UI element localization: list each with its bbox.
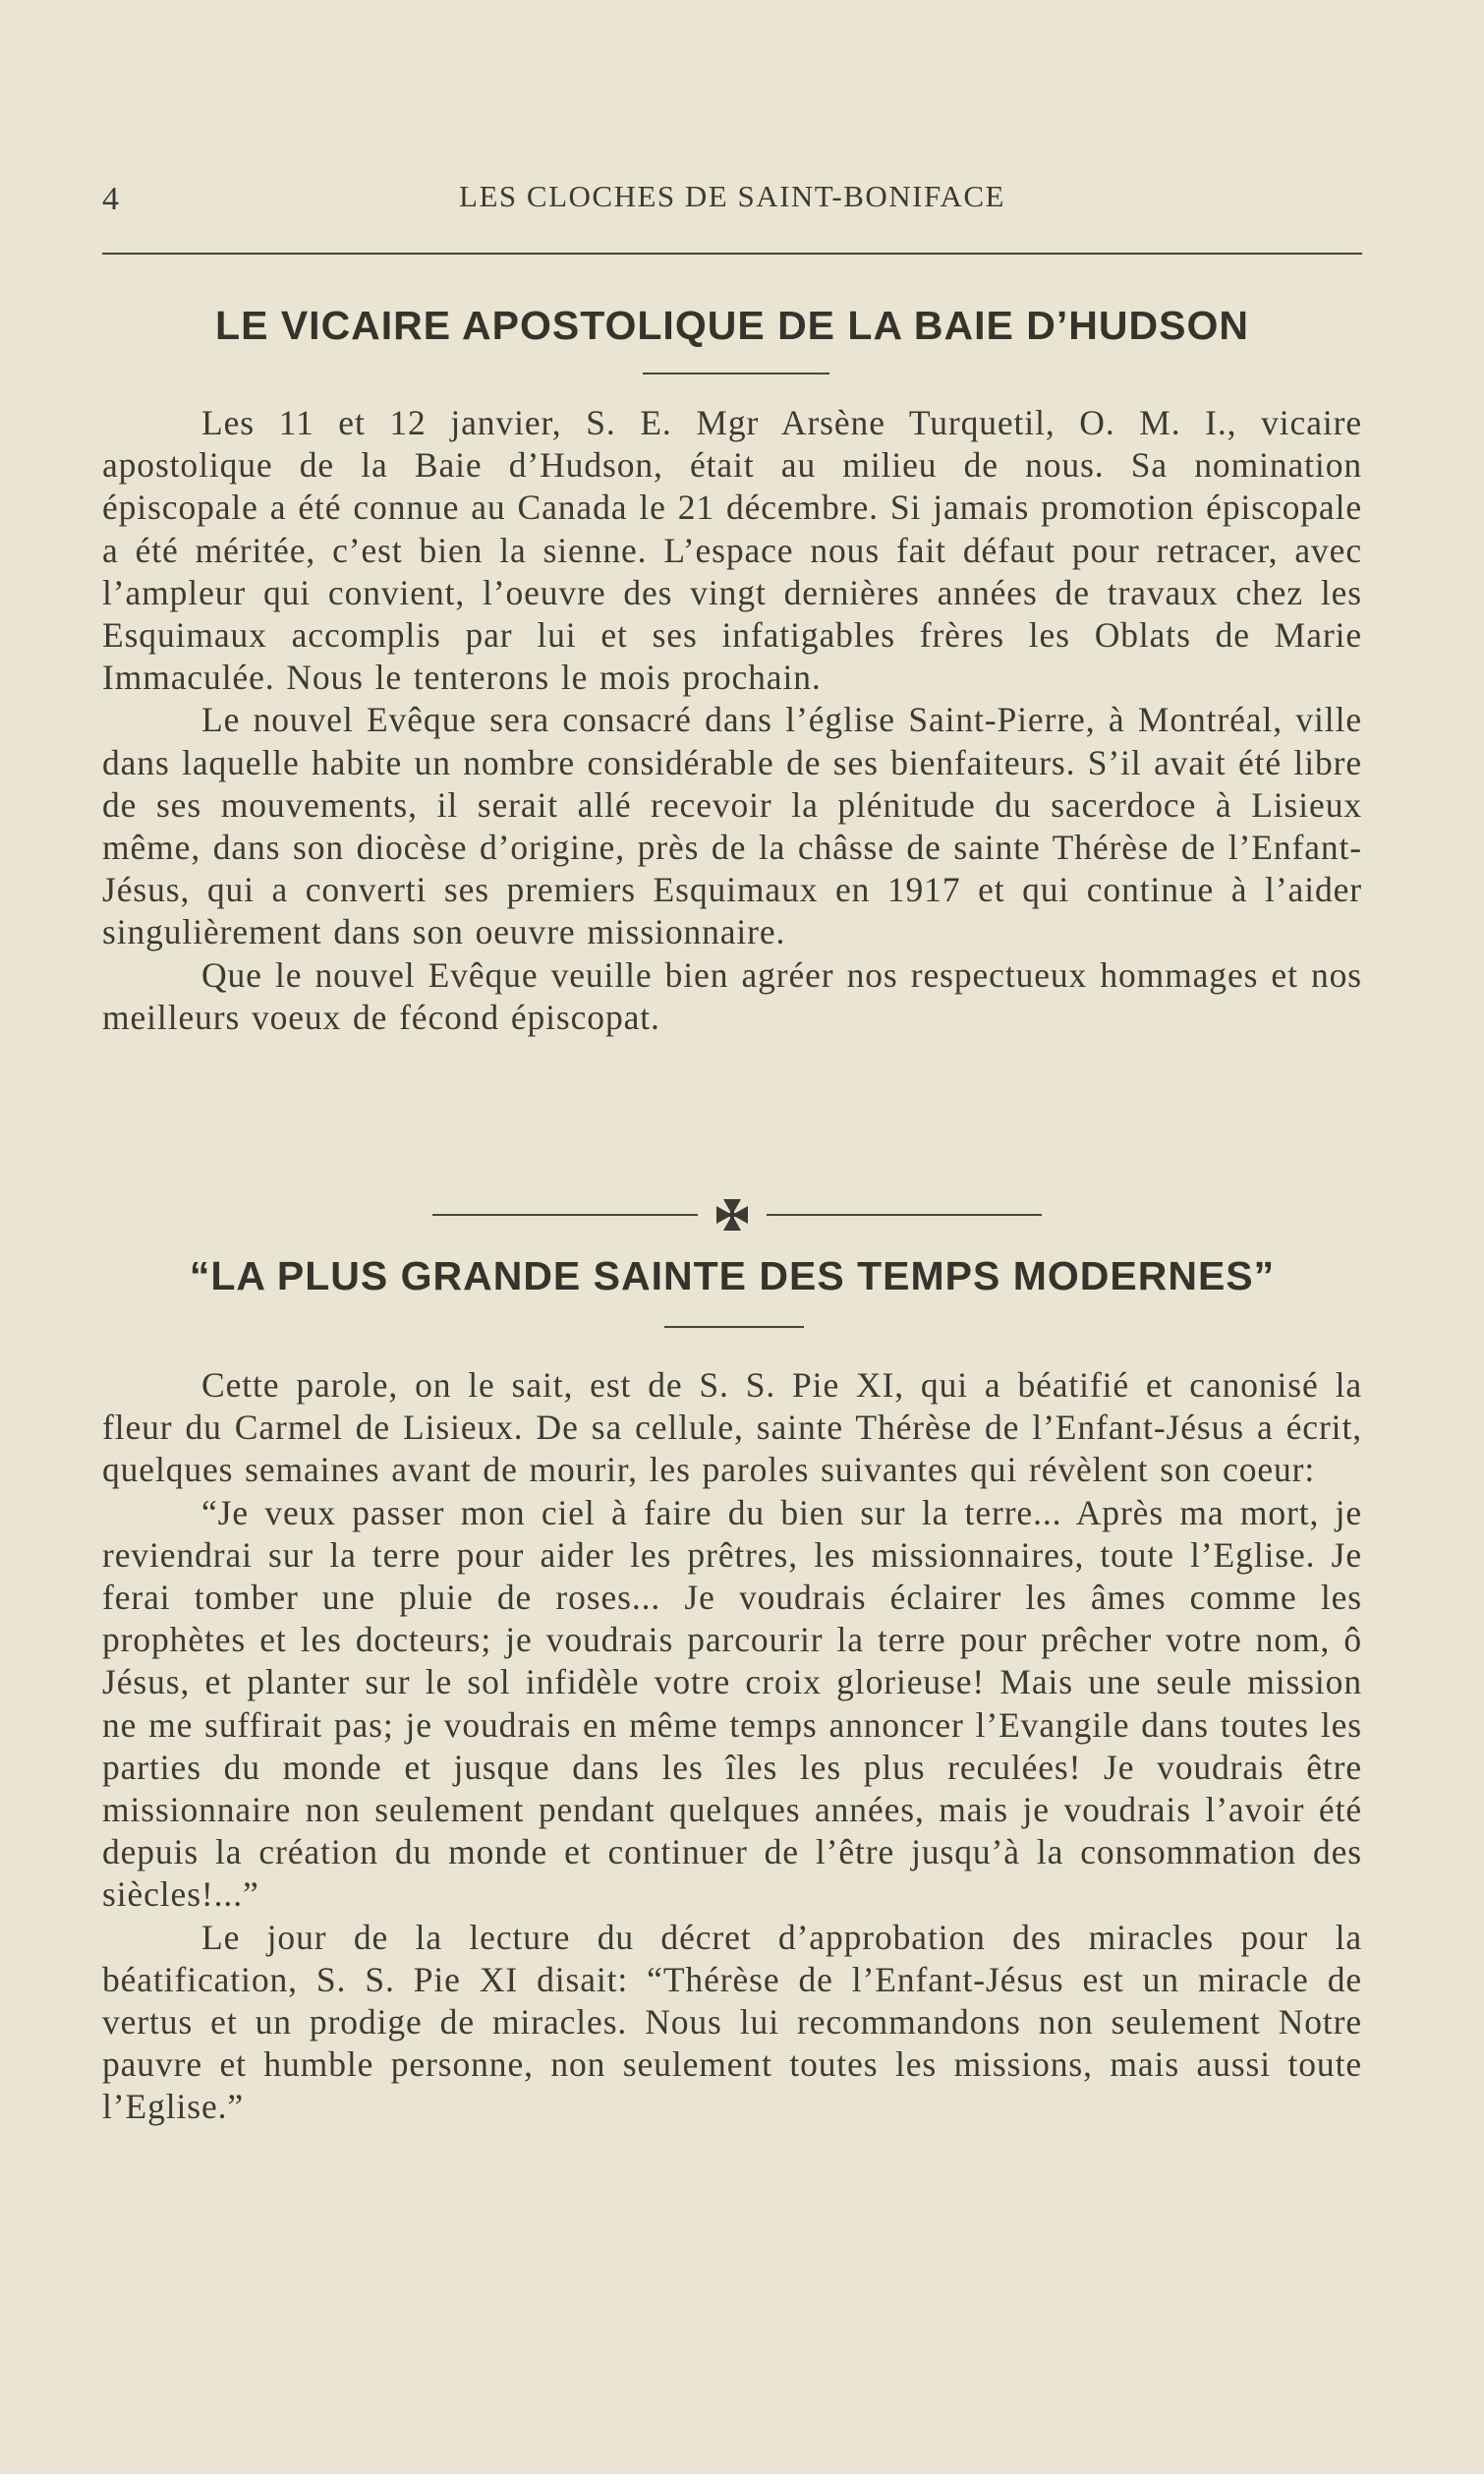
page-header xyxy=(102,175,1362,224)
article2-paragraph-2: “Je veux passer mon ciel à faire du bien sur la terre... Après ma mort, je reviendrai sur la terre pour aider les prêtres, les missionnaires, toute l’Eglise. Je ferai tomber une pluie de roses... Je voudrais éclairer les âmes comme les prophètes et les docteurs; je voudrais parcourir la terre pour prêcher votre nom, ô Jésus, et planter sur le sol infidèle votre croix glorieuse! Mais une seule mission ne me suffirait pas; je voudrais en même temps annoncer l’Evangile dans toutes les parties du monde et jusque dans les îles les plus reculées! Je voudrais être missionnaire non seulement pendant quelques années, mais je voudrais l’avoir été depuis la création du monde et continuer de l’être jusqu’à la consommation des siècles!...” xyxy=(102,1492,1362,1915)
article2-title-rule xyxy=(664,1326,804,1328)
article2-body xyxy=(102,1364,1362,2129)
ornament-line-right xyxy=(767,1214,1042,1216)
section-ornament xyxy=(432,1195,1042,1235)
page-number: 4 xyxy=(102,181,119,217)
article1-title: LE VICAIRE APOSTOLIQUE DE LA BAIE D’HUDSON xyxy=(215,303,1249,348)
cross-pattee-icon xyxy=(713,1196,751,1234)
article2-title: “LA PLUS GRANDE SAINTE DES TEMPS MODERNES” xyxy=(189,1253,1276,1298)
article1-paragraph-1: Les 11 et 12 janvier, S. E. Mgr Arsène Turquetil, O. M. I., vicaire apostolique de la Baie d’Hudson, était au milieu de nous. Sa nomination épiscopale a été connue au Canada le 21 décembre. Si jamais promotion épiscopale a été méritée, c’est bien la sienne. L’espace nous fait défaut pour retracer, avec l’ampleur qui convient, l’oeuvre des vingt dernières années de travaux chez les Esquimaux accomplis par lui et ses infatigables frères les Oblats de Marie Immaculée. Nous le tenterons le mois prochain. xyxy=(102,403,1362,698)
ornament-line-left xyxy=(432,1214,698,1216)
article1-paragraph-2: Le nouvel Evêque sera consacré dans l’église Saint-Pierre, à Montréal, ville dans laquelle habite un nombre considérable de ses bienfaiteurs. S’il avait été libre de ses mouvements, il serait allé recevoir la plénitude du sacerdoce à Lisieux même, dans son diocèse d’origine, près de la châsse de sainte Thérèse de l’Enfant-Jésus, qui a converti ses premiers Esquimaux en 1917 et qui continue à l’aider singulièrement dans son oeuvre missionnaire. xyxy=(102,700,1362,952)
article1-paragraph-3: Que le nouvel Evêque veuille bien agréer nos respectueux hommages et nos meilleurs voeux de fécond épiscopat. xyxy=(102,954,1362,1037)
article1-body xyxy=(102,402,1362,1039)
header-divider xyxy=(102,253,1362,255)
article1-title-rule xyxy=(643,373,829,374)
article2-paragraph-3: Le jour de la lecture du décret d’approbation des miracles pour la béatification, S. S. Pie XI disait: “Thérèse de l’Enfant-Jésus est un miracle de vertus et un prodige de miracles. Nous lui recommandons non seulement Notre pauvre et humble personne, non seulement toutes les missions, mais aussi toute l’Eglise.” xyxy=(102,1917,1362,2127)
article2-paragraph-1: Cette parole, on le sait, est de S. S. Pie XI, qui a béatifié et canonisé la fleur du Carmel de Lisieux. De sa cellule, sainte Thérèse de l’Enfant-Jésus a écrit, quelques semaines avant de mourir, les paroles suivantes qui révèlent son coeur: xyxy=(102,1365,1362,1490)
running-title: LES CLOCHES DE SAINT-BONIFACE xyxy=(459,179,1005,213)
